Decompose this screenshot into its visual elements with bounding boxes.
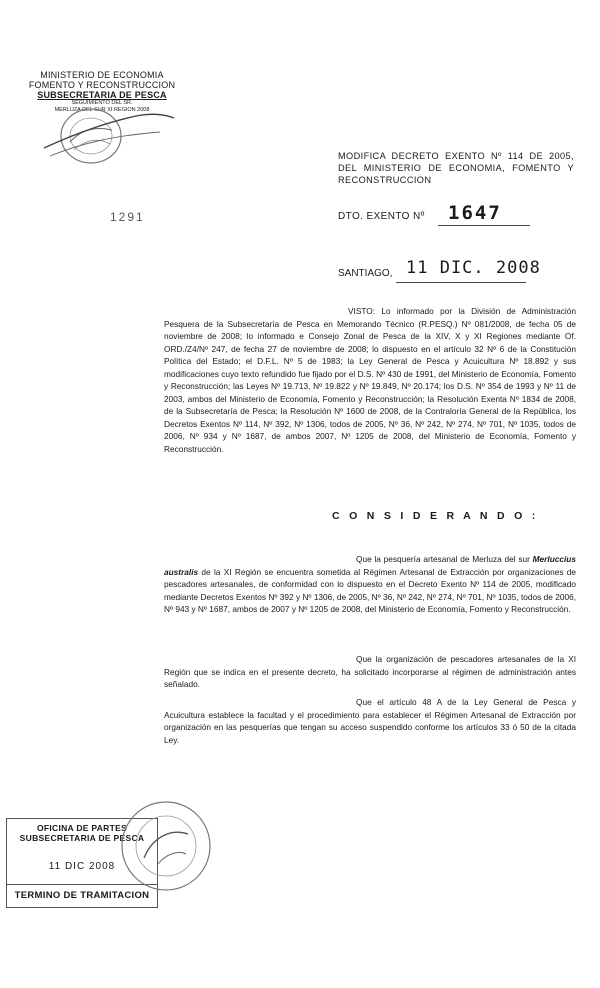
header-note-2: MERLUZA DEL SUR XI REGION 2008 [54,106,150,113]
species-name: Merluccius australis [164,554,576,577]
paragraph-1-lead: Que la pesquería artesanal de Merluza del sur [356,554,533,564]
decree-date: 11 DIC. 2008 [406,258,541,278]
visto-paragraph: VISTO: Lo informado por la División de Administración Pesquera de la Subsecretaría de Pesca en Memorando Técnico (R.PESQ.) Nº 081/2008, de fecha 05 de noviembre de 2008; lo informado e Consejo Zonal de Pesca de la XIV, X y XI Regiones mediante Of. ORD./Z4/Nº 247, de fecha 27 de noviembre de 2008; lo dispuesto en el artículo 32 Nº 6 de la Constitución Política del Estado; el D.F.L. Nº 5 de 1983; la Ley General de Pesca y Acuicultura Nº 18.892 y sus modificaciones cuyo texto refundido fue fijado por el D.S. Nº 430 de 1991, del Ministerio de Economía, Fomento y Reconstrucción; las Leyes Nº 19.713, Nº 19.822 y Nº 19.849, Nº 20.174; los D.S. Nº 354 de 1993 y Nº 11 de 2003, ambos del Ministerio de Economía, Fomento y Reconstrucción; la Resolución Exenta Nº 1834 de 2008, de la Subsecretaría de Pesca; la Resolución Nº 1600 de 2008, de la Contraloría General de la República, los Decretos Exentos Nº 114, Nº 392, Nº 1306, todos de 2005, Nº 36, Nº 242, Nº 274, Nº 701, Nº 1035, todos de 2006, Nº 934 y Nº 1687, de ambos 2007, Nº 1205 de 2008, del Ministerio de Economía, Fomento y Reconstrucción. [164,306,576,454]
ministry-name: MINISTERIO DE ECONOMIA [40,70,164,80]
stamp-footer: TERMINO DE TRAMITACION [7,884,157,907]
stamp-subsecretaria: SUBSECRETARIA DE PESCA [19,833,145,843]
considerando-heading: C O N S I D E R A N D O : [332,510,539,522]
decree-label: DTO. EXENTO Nº [338,211,425,222]
paragraph-1-rest: de la XI Región se encuentra sometida al Régimen Artesanal de Extracción por organizaciones de pescadores artesanales, de conformidad con lo dispuesto en el Decreto Exento Nº 114 de 2005, modificado mediante Decretos Exentos Nº 392 y Nº 1306, de 2005, Nº 36, Nº 242, Nº 274, Nº 701, Nº 1035, todos de 2006, Nº 943 y Nº 1687, ambos de 2007 y Nº 1205 de 2008, del Ministerio de Economía, Fomento y Reconstrucción. [164,566,576,614]
margin-handwritten-number: 1291 [110,210,145,224]
considerando-paragraph-1 [164,553,576,616]
place-label: SANTIAGO, [338,268,393,279]
decree-underline [438,225,530,226]
decree-number: 1647 [448,202,502,224]
considerando-paragraph-2: Que la organización de pescadores artesanales de la XI Región que se indica en el presente decreto, ha solicitado incorporarse al régimen de administración antes señalado. [164,654,576,689]
round-ministry-stamp-icon [118,798,214,894]
considerando-paragraph-3: Que el artículo 48 A de la Ley General de Pesca y Acuicultura establece la facultad y el procedimiento para establecer el Régimen Artesanal de Extracción por organización en las pesquerías que tengan su acceso suspendido conforme los artículos 33 ó 50 de la citada Ley. [164,697,576,745]
decree-title: MODIFICA DECRETO EXENTO Nº 114 DE 2005, DEL MINISTERIO DE ECONOMIA, FOMENTO Y RECONSTRUCCION [338,151,574,185]
ministry-subname: FOMENTO Y RECONSTRUCCION [28,80,176,90]
stamp-date: 11 DIC 2008 [48,861,116,872]
signature-scribble-icon [40,96,180,166]
date-underline [396,282,526,283]
header-note-1: SEGUIMIENTO DEL SR. [71,100,133,106]
subsecretaria-name: SUBSECRETARIA DE PESCA [37,90,167,100]
stamp-office: OFICINA DE PARTES [36,823,128,833]
